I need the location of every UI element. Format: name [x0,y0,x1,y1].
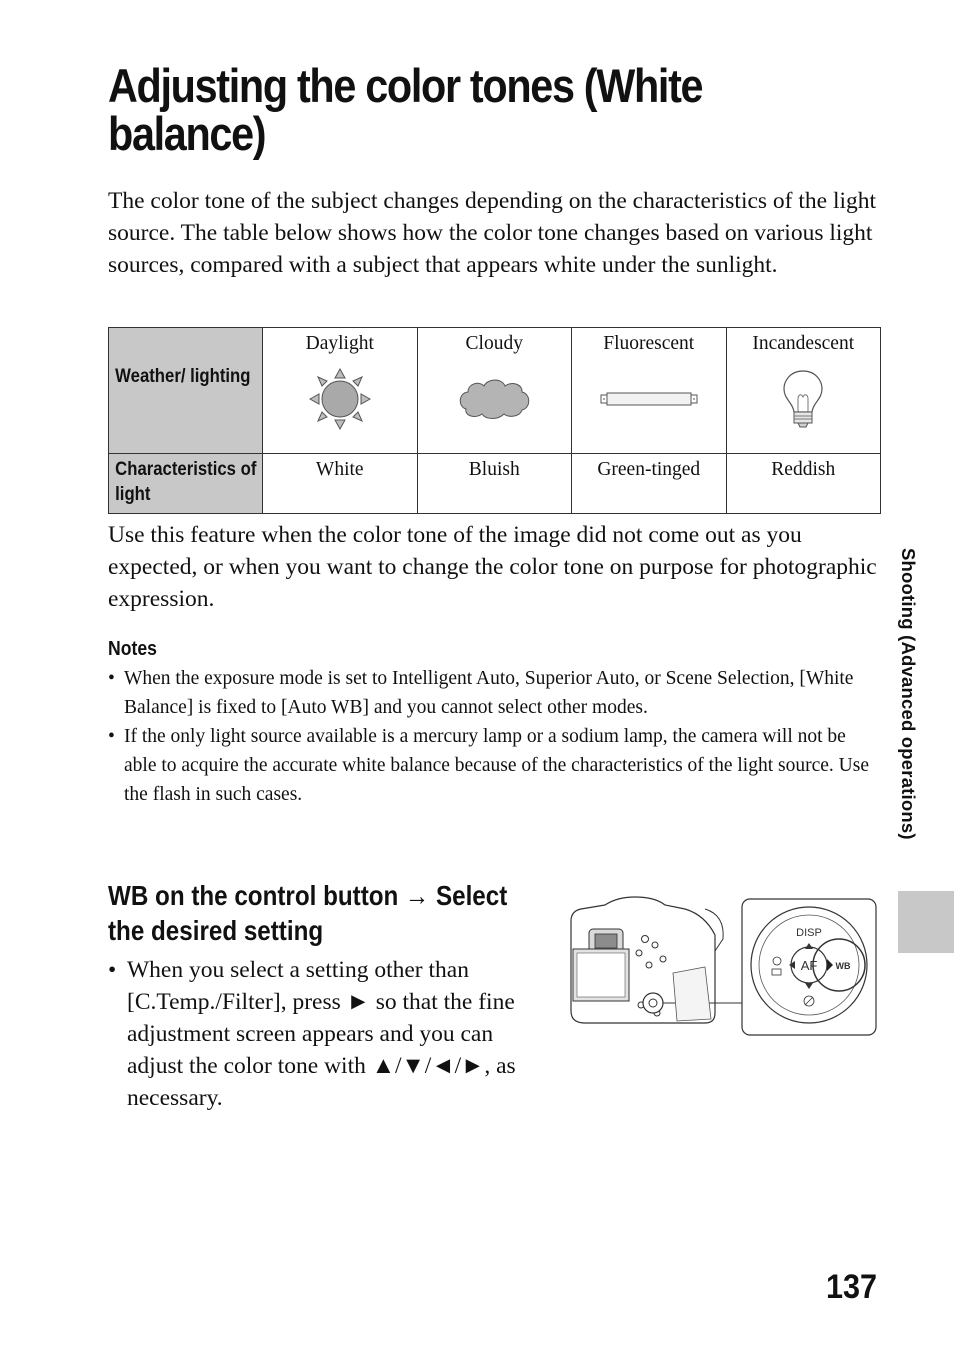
source-label-incandescent: Incandescent [752,333,855,354]
page-number: 137 [826,1268,878,1306]
row-header-characteristics [109,454,263,514]
table-cell-reddish [726,454,881,514]
table-cell-fluorescent [572,328,727,454]
table-row-characteristics [109,454,881,514]
intro-paragraph: The color tone of the subject changes depending on the characteristics of the light source. The table below shows how the color tone changes based on various light sources, compared with a subject that appears white under the sunlight. [108,188,877,278]
usage-paragraph: Use this feature when the color tone of the image did not come out as you expected, or when you want to change the color tone on purpose for photographic expression. [108,522,877,612]
section-body [108,954,538,1114]
row-header-weather-text: Weather/ lighting [115,366,251,387]
side-tab-label [895,548,919,878]
note-text: When the exposure mode is set to Intelligent Auto, Superior Auto, or Scene Selection, [White Balance] is fixed to [Auto WB] and you cannot select other modes. [124,668,854,718]
bullet: • [108,957,117,983]
note-item [108,722,873,809]
note-item [108,664,873,722]
table-cell-white [263,454,418,514]
source-label-fluorescent: Fluorescent [603,333,695,354]
page-title: Adjusting the color tones (White balance) [108,59,703,160]
bullet: • [108,726,115,747]
sun-icon [263,367,417,431]
source-label-cloudy: Cloudy [465,333,523,354]
side-tab-text: Shooting (Advanced operations) [898,548,919,840]
table-cell-bluish [417,454,572,514]
characteristic-green-tinged: Green-tinged [597,459,701,480]
table-cell-cloudy [417,328,572,454]
row-header-characteristics-text: Characteristics of light [115,459,257,505]
table-cell-daylight [263,328,418,454]
camera-diagram [565,893,880,1038]
side-tab-marker [898,891,954,953]
light-source-table [108,327,881,514]
section-body-text: When you select a setting other than [C.Temp./Filter], press ► so that the fine adjustment screen appears and you can adjust the color tone with ▲/▼/◄/►, as necessary. [127,957,516,1111]
row-header-weather [109,328,263,454]
wb-label: WB [835,961,851,971]
af-label: AF [800,958,818,973]
source-label-daylight: Daylight [305,333,374,354]
note-text: If the only light source available is a mercury lamp or a sodium lamp, the camera will not be able to acquire the accurate white balance because of the characteristics of the light source. Use the flash in such cases. [124,726,869,805]
notes-list [108,664,873,809]
light-bulb-icon [727,367,881,431]
table-cell-incandescent [726,328,881,454]
disp-label: DISP [796,927,822,939]
table-row-weather [109,328,881,454]
characteristic-reddish: Reddish [771,459,836,480]
fluorescent-tube-icon [572,367,726,431]
camera-illustration [565,893,880,1038]
bullet: • [108,668,115,689]
table-cell-green-tinged [572,454,727,514]
section-heading: WB on the control button → Select the desired setting [108,880,508,946]
notes-heading: Notes [108,638,157,660]
characteristic-bluish: Bluish [468,459,520,480]
cloud-icon [418,367,572,431]
characteristic-white: White [315,459,364,480]
